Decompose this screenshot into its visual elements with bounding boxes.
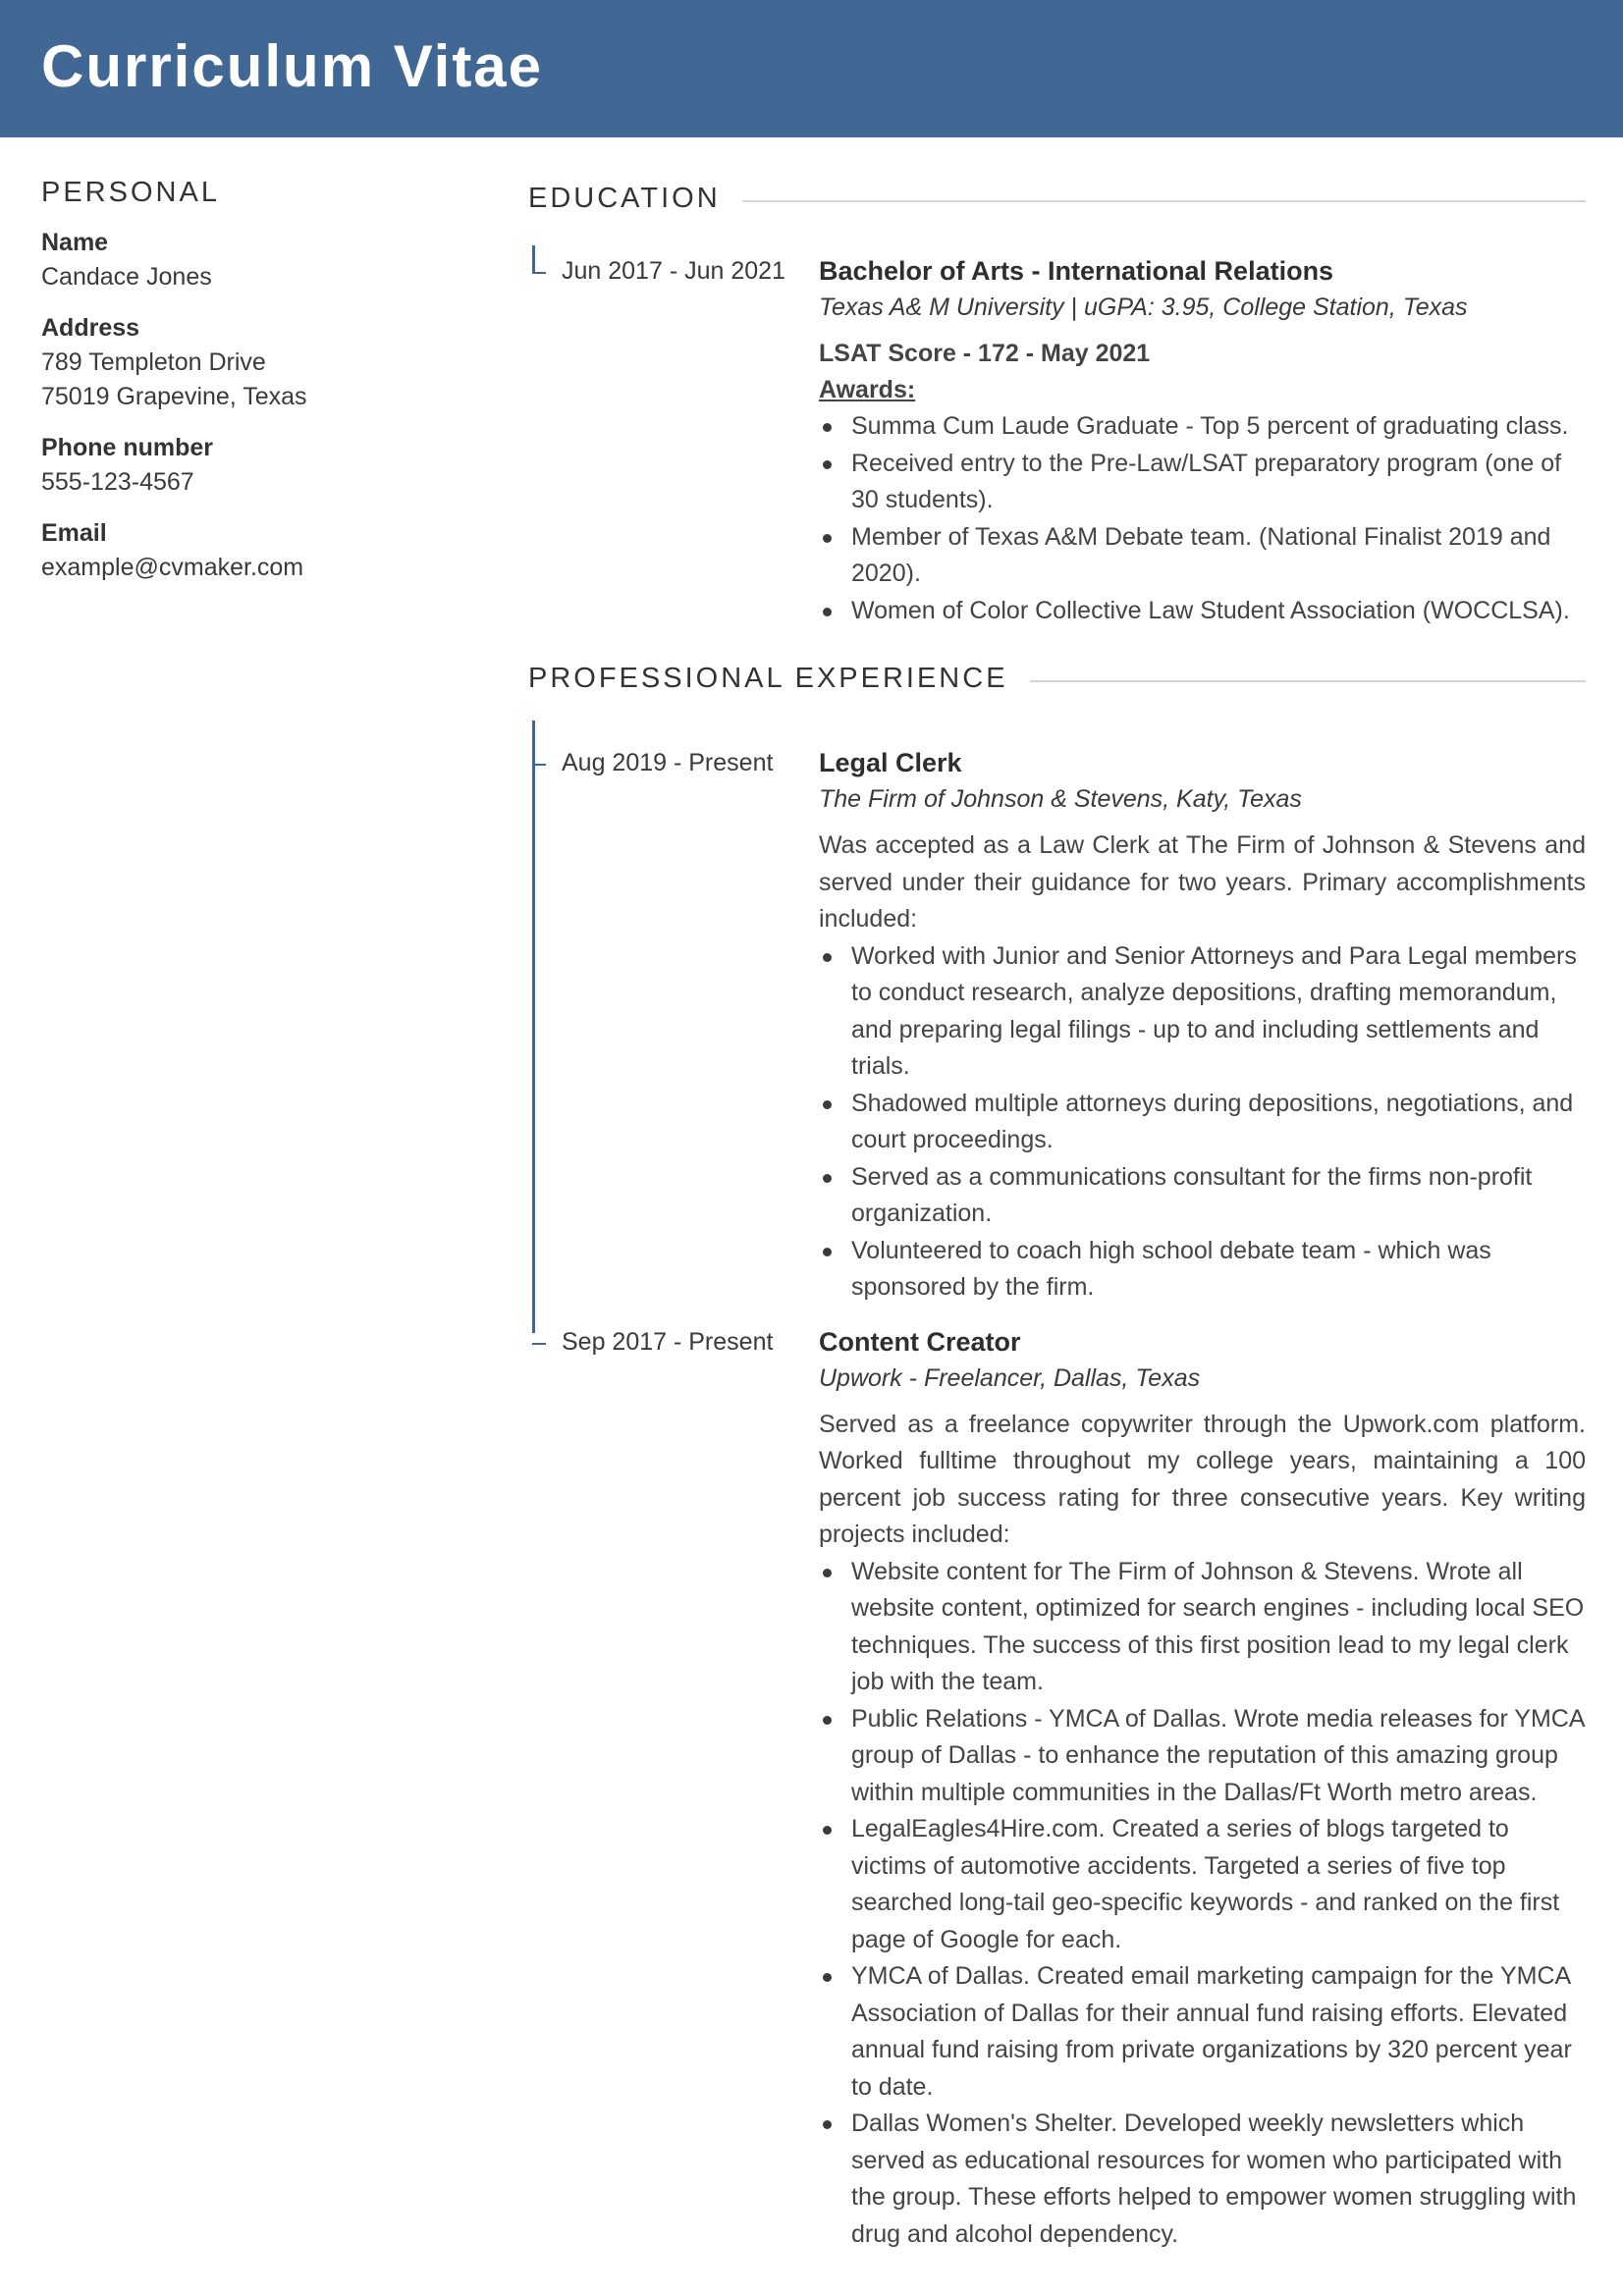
address-line-2: 75019 Grapevine, Texas	[41, 383, 307, 410]
job-description: Was accepted as a Law Clerk at The Firm of Johnson & Stevens and served under their guidance for two years. Primary accomplishments included:	[819, 831, 1586, 933]
email-value: example@cvmaker.com	[41, 554, 304, 581]
experience-entry	[528, 1324, 1586, 2254]
experience-section-title: PROFESSIONAL EXPERIENCE	[528, 663, 1030, 695]
employer: The Firm of Johnson & Stevens, Katy, Texas	[819, 785, 1302, 813]
entry-body	[819, 1324, 1586, 2254]
education-entry	[528, 253, 1586, 629]
address-label: Address	[41, 314, 140, 342]
page-title: Curriculum Vitae	[41, 33, 544, 99]
entry-date: Sep 2017 - Present	[562, 1327, 774, 1356]
email-label: Email	[41, 519, 107, 547]
list-item: Member of Texas A&M Debate team. (National Finalist 2019 and 2020).	[819, 519, 1586, 593]
job-description: Served as a freelance copywriter through the Upwork.com platform. Worked fulltime throughout my college years, maintaining a 100 percent job success rating for three consecutive years. Key writing projects included:	[819, 1410, 1586, 1548]
list-item: LegalEagles4Hire.com. Created a series of blogs targeted to victims of automotive accidents. Targeted a series of five top searched long-tail geo-specific keywords - and ranked on the first page of Google for each.	[819, 1811, 1586, 1958]
duties-list	[819, 938, 1586, 1307]
name-value: Candace Jones	[41, 263, 212, 291]
lsat-score: LSAT Score - 172 - May 2021	[819, 340, 1151, 367]
personal-sidebar	[41, 177, 454, 585]
awards-list	[819, 408, 1586, 629]
address-line-1: 789 Templeton Drive	[41, 348, 266, 376]
main-column	[528, 177, 1586, 2253]
degree-title: Bachelor of Arts - International Relations	[819, 256, 1334, 286]
list-item: Served as a communications consultant for the firms non-profit organization.	[819, 1159, 1586, 1233]
job-title: Content Creator	[819, 1326, 1021, 1357]
list-item: Website content for The Firm of Johnson & Stevens. Wrote all website content, optimized for search engines - including local SEO techniques. The success of this first position lead to my legal clerk job with the team.	[819, 1554, 1586, 1701]
entry-date: Jun 2017 - Jun 2021	[562, 257, 785, 285]
timeline-tick	[532, 1343, 546, 1345]
experience-heading	[528, 657, 1586, 704]
list-item: Worked with Junior and Senior Attorneys and Para Legal members to conduct research, analyze depositions, drafting memorandum, and preparing legal filings - up to and including settlements and trials.	[819, 938, 1586, 1086]
entry-body	[819, 745, 1586, 1307]
job-title: Legal Clerk	[819, 748, 962, 777]
list-item: Women of Color Collective Law Student Association (WOCCLSA).	[819, 593, 1586, 630]
entry-body	[819, 253, 1586, 629]
header-banner	[0, 0, 1623, 137]
list-item: YMCA of Dallas. Created email marketing campaign for the YMCA Association of Dallas for their annual fund raising efforts. Elevated annual fund raising from private organizations by 320 percent year to date.	[819, 1958, 1586, 2106]
name-label: Name	[41, 229, 109, 256]
awards-label: Awards:	[819, 376, 916, 403]
list-item: Public Relations - YMCA of Dallas. Wrote media releases for YMCA group of Dallas - to enhance the reputation of this amazing group within multiple communities in the Dallas/Ft Worth metro areas.	[819, 1701, 1586, 1812]
education-section-title: EDUCATION	[528, 183, 742, 215]
phone-label: Phone number	[41, 434, 214, 461]
employer: Upwork - Freelancer, Dallas, Texas	[819, 1363, 1201, 1392]
list-item: Received entry to the Pre-Law/LSAT preparatory program (one of 30 students).	[819, 446, 1586, 519]
timeline-tick	[532, 764, 546, 766]
list-item: Dallas Women's Shelter. Developed weekly newsletters which served as educational resources for women who participated with the group. These efforts helped to empower women struggling with drug and alcohol dependency.	[819, 2106, 1586, 2253]
personal-section-title: PERSONAL	[41, 177, 220, 208]
experience-entry	[528, 745, 1586, 1307]
phone-value: 555-123-4567	[41, 468, 194, 496]
list-item: Summa Cum Laude Graduate - Top 5 percent of graduating class.	[819, 408, 1586, 446]
entry-date: Aug 2019 - Present	[562, 749, 774, 776]
list-item: Shadowed multiple attorneys during depositions, negotiations, and court proceedings.	[819, 1086, 1586, 1159]
institution: Texas A& M University | uGPA: 3.95, College Station, Texas	[819, 294, 1468, 321]
timeline-tick	[532, 272, 546, 274]
projects-list	[819, 1554, 1586, 2254]
experience-timeline	[528, 745, 1586, 2253]
education-timeline	[528, 253, 1586, 629]
list-item: Volunteered to coach high school debate team - which was sponsored by the firm.	[819, 1233, 1586, 1307]
education-heading	[528, 177, 1586, 224]
